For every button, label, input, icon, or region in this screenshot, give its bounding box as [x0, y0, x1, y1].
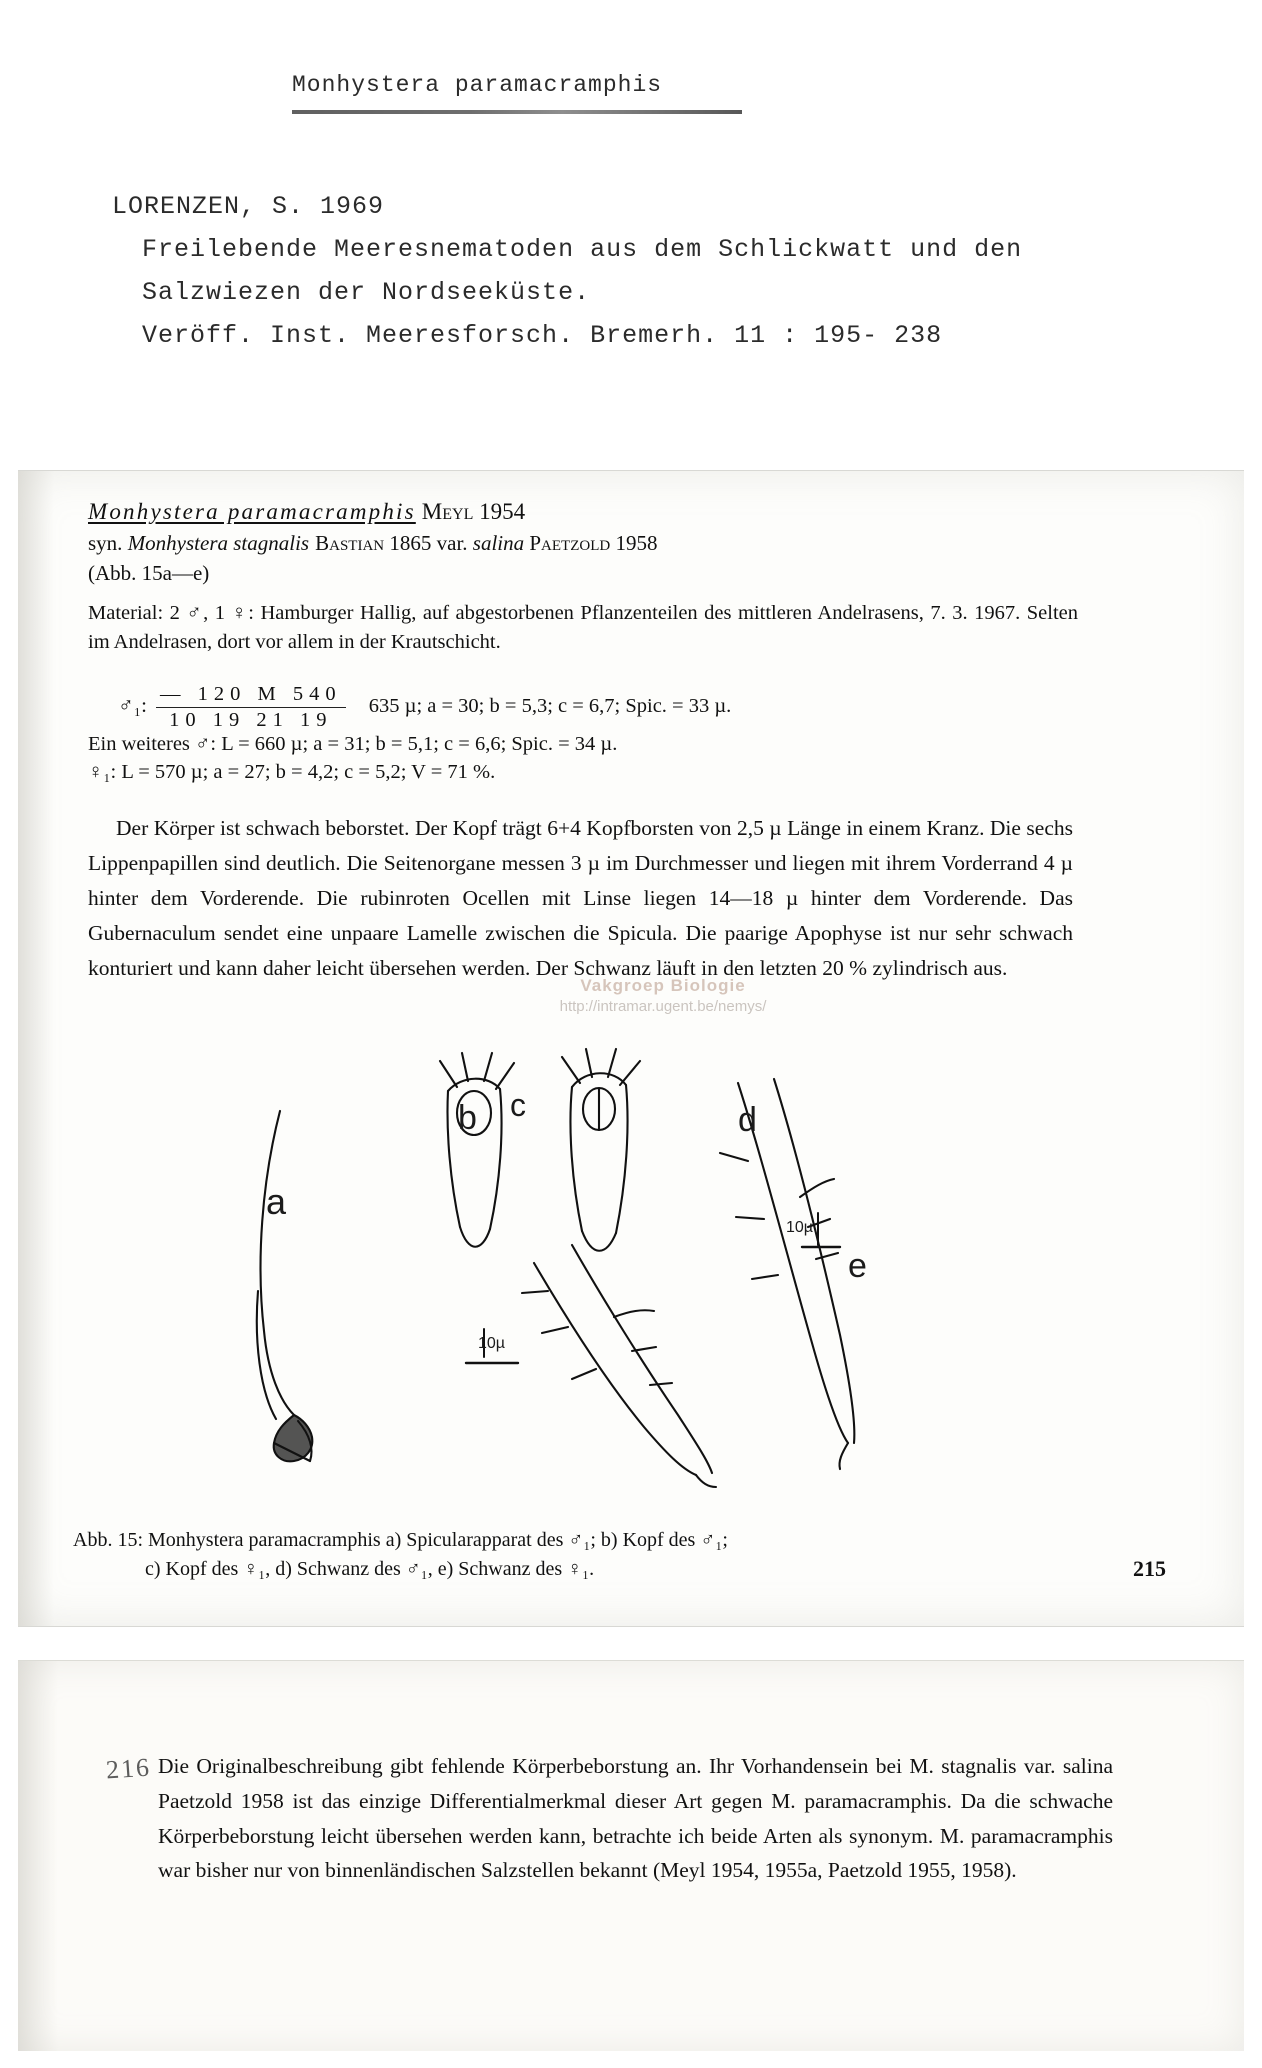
running-head: Monhystera paramacramphis: [292, 72, 663, 98]
handwritten-page-number: 216: [105, 1752, 152, 1785]
next-page-fragment: [18, 1660, 1244, 2051]
male-measurement-values: 635 µ; a = 30; b = 5,3; c = 6,7; Spic. = 33 µ.: [368, 695, 732, 718]
reference-block: [112, 185, 1172, 357]
figure-letter-c: c: [510, 1087, 526, 1123]
figure-reference: (Abb. 15a—e): [88, 561, 210, 585]
continuation-paragraph: Die Originalbeschreibung gibt fehlende Körperbeborstung an. Ihr Vorhandensein bei M. stagnalis var. salina Paetzold 1958 ist das einzige Differentialmerkmal dieser Art gegen M. paramacramphis. Da die schwache Körperbeborstung leicht übersehen werden kann, betrachte ich beide Arten als synonym. M. paramacramphis war bisher nur von binnenländischen Salzstellen bekannt (Meyl 1954, 1955a, Paetzold 1955, 1958).: [158, 1754, 1113, 1883]
synonymy-prefix: syn.: [88, 531, 128, 555]
synonymy-year-1: 1865 var.: [384, 531, 473, 555]
figure-letter-e: e: [848, 1247, 867, 1285]
second-male-measurements: Ein weiteres ♂: L = 660 µ; a = 31; b = 5,1; c = 6,6; Spic. = 34 µ.: [88, 733, 618, 755]
figure-caption-line-2: c) Kopf des ♀₁, d) Schwanz des ♂₁, e) Schwanz des ♀₁.: [145, 1558, 595, 1580]
fraction-denominator: 10 19 21 19: [169, 709, 333, 731]
synonymy-year-2: 1958: [610, 531, 658, 555]
reference-title-line-1: Freilebende Meeresnematoden aus dem Schlickwatt und den: [142, 235, 1023, 264]
description-paragraph: Der Körper ist schwach beborstet. Der Kopf trägt 6+4 Kopfborsten von 2,5 µ Länge in einem Kranz. Die sechs Lippenpapillen sind deutlich. Die Seitenorgane messen 3 µ im Durchmesser und liegen mit ihrem Vorderrand 4 µ hinter dem Vorderende. Die rubinroten Ocellen mit Linse liegen 14—18 µ hinter dem Vorderende. Das Gubernaculum sendet eine unpaare Lamelle zwischen die Spicula. Die paarige Apophyse ist nur sehr schwach konturiert und kann daher leicht übersehen werden. Der Schwanz läuft in den letzten 20 % zylindrisch aus.: [88, 816, 1073, 981]
synonymy-author-1: Bastian: [315, 531, 385, 555]
fraction-numerator: — 120 M 540: [156, 683, 346, 708]
figure-letter-a: a: [266, 1181, 287, 1222]
scale-bar-label-lower: 10µ: [478, 1335, 506, 1352]
synonymy-line: [88, 531, 1088, 556]
synonymy-author-2: Paetzold: [524, 531, 611, 555]
material-paragraph: Material: 2 ♂, 1 ♀: Hamburger Hallig, auf abgestorbenen Pflanzenteilen des mittleren Andelrasens, 7. 3. 1967. Selten im Andelrasen, dort vor allem in der Krautschicht.: [88, 602, 1078, 654]
header-rule: [292, 110, 742, 114]
figure-drawing: [48, 991, 1208, 1501]
female-measurements: ♀₁: L = 570 µ; a = 27; b = 4,2; c = 5,2; V = 71 %.: [88, 761, 496, 783]
watermark-line-2: http://intramar.ugent.be/nemys/: [559, 998, 767, 1015]
scanned-page: [18, 470, 1244, 1627]
synonymy-variety: salina: [472, 531, 525, 555]
species-name: Monhystera paramacramphis: [88, 499, 416, 524]
reference-source-line: Veröff. Inst. Meeresforsch. Bremerh. 11 : 195- 238: [142, 321, 943, 350]
de-man-fraction: [156, 683, 346, 732]
reference-title-line-2: Salzwiezen der Nordseeküste.: [142, 278, 591, 307]
figure-letter-d: d: [738, 1101, 757, 1139]
scale-bar-label-upper: 10µ: [786, 1219, 814, 1236]
figure-caption: [73, 1526, 1083, 1584]
watermark-line-1: Vakgroep Biologie: [580, 976, 746, 995]
figure-letter-b: b: [458, 1099, 477, 1137]
figure-caption-line-1: Abb. 15: Monhystera paramacramphis a) Spicularapparat des ♂₁; b) Kopf des ♂₁;: [73, 1529, 728, 1551]
synonymy-name: Monhystera stagnalis: [127, 531, 310, 555]
measurement-formula: [118, 683, 1088, 732]
male-symbol-label: ♂₁:: [118, 693, 147, 718]
figure-15: [48, 991, 1208, 1501]
reference-author-year: LORENZEN, S. 1969: [112, 192, 385, 221]
species-authority: Meyl 1954: [421, 499, 526, 524]
species-heading: [88, 499, 1088, 525]
page-number: 215: [1133, 1556, 1166, 1581]
